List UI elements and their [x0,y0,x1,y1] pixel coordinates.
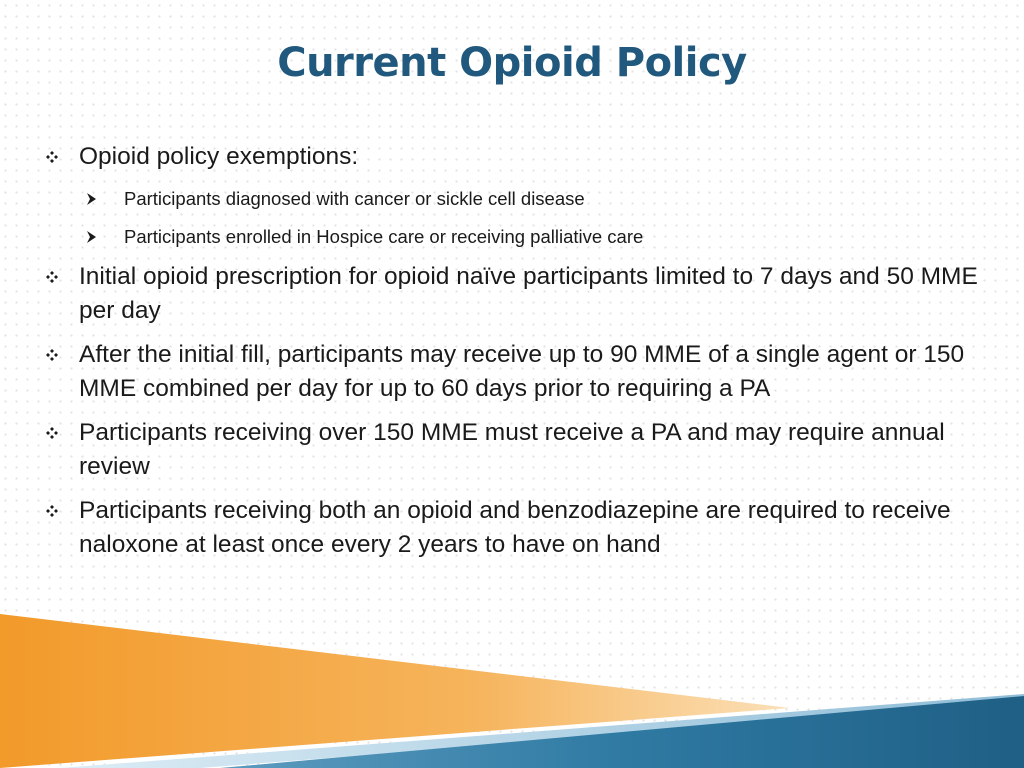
slide-title: Current Opioid Policy [277,40,747,86]
sub-bullet-text: Participants diagnosed with cancer or sickle cell disease [124,188,585,209]
diamond-bullet-icon [41,416,65,450]
bullet-text: Opioid policy exemptions: [79,143,359,170]
decorative-swoosh [0,600,1024,768]
bullet-item [38,260,978,328]
bullet-item [38,338,978,406]
sub-bullet-item [38,224,978,250]
arrow-bullet-icon [84,224,100,250]
bullet-item [38,140,978,174]
diamond-bullet-icon [41,260,65,294]
arrow-bullet-icon [84,186,100,212]
bullet-list [38,140,978,562]
diamond-bullet-icon [41,140,65,174]
bullet-text: Initial opioid prescription for opioid naïve participants limited to 7 days and 50 MME per day [79,263,978,324]
diamond-bullet-icon [41,338,65,372]
bullet-text: Participants receiving over 150 MME must receive a PA and may require annual review [79,419,945,480]
diamond-bullet-icon [41,494,65,528]
sub-bullet-item [38,186,978,212]
sub-bullet-text: Participants enrolled in Hospice care or receiving palliative care [124,226,644,247]
bullet-text: Participants receiving both an opioid and benzodiazepine are required to receive naloxone at least once every 2 years to have on hand [79,497,951,558]
bullet-item [38,416,978,484]
bullet-item [38,494,978,562]
bullet-text: After the initial fill, participants may receive up to 90 MME of a single agent or 150 MME combined per day for up to 60 days prior to requiring a PA [79,341,965,402]
